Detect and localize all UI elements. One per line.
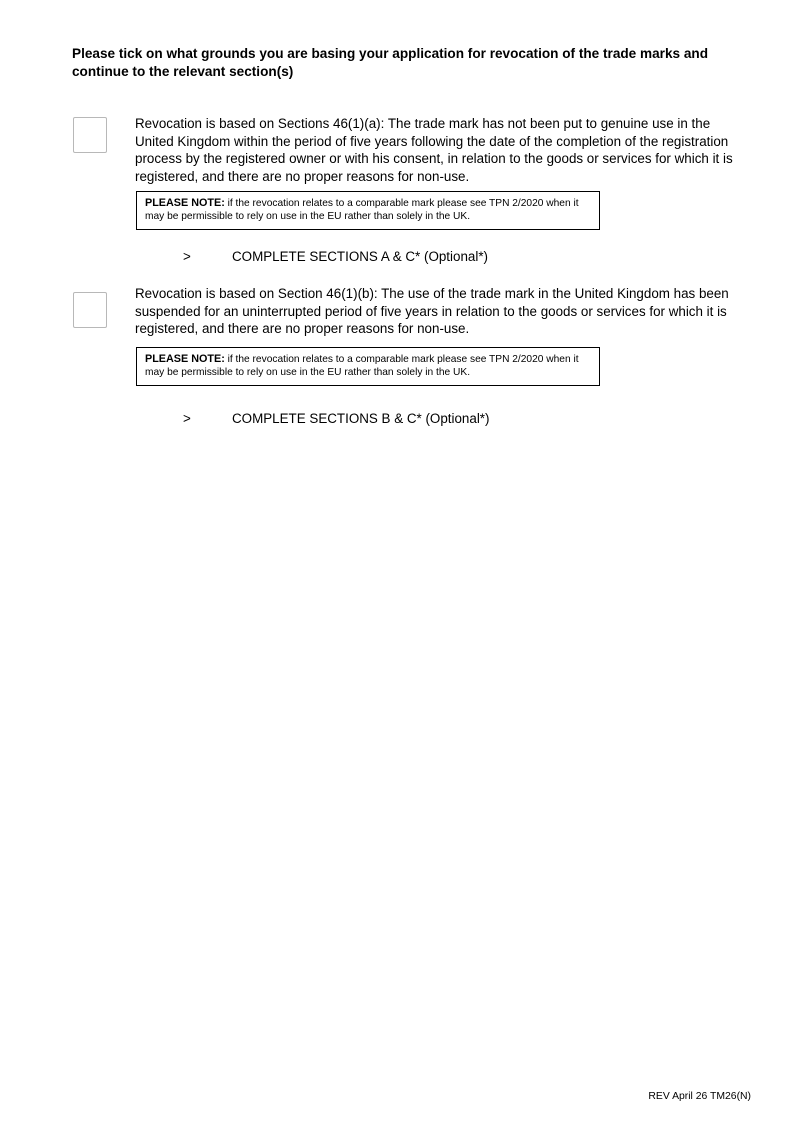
arrow-marker: >	[183, 249, 191, 264]
please-note-box-1	[136, 191, 600, 230]
option-text-46-1-b: Revocation is based on Section 46(1)(b): The use of the trade mark in the United Kingdom has been suspended for an uninterrupted period of five years in relation to the goods or services for which it is registered, and there are no proper reasons for non-use.	[135, 286, 729, 336]
note-text: if the revocation relates to a comparable mark please see TPN 2/2020 when it may be permissible to rely on use in the EU rather than solely in the UK.	[145, 198, 579, 222]
footer-revision: REV April 26 TM26(N)	[648, 1091, 751, 1102]
arrow-marker: >	[183, 411, 191, 426]
complete-sections-a-c	[183, 248, 488, 265]
page-heading: Please tick on what grounds you are basing your application for revocation of the trade marks and continue to the relevant section(s)	[72, 46, 709, 79]
complete-sections-b-c	[183, 410, 489, 427]
checkbox-section-46-1-b[interactable]	[73, 292, 107, 328]
note-text: if the revocation relates to a comparable mark please see TPN 2/2020 when it may be permissible to rely on use in the EU rather than solely in the UK.	[145, 354, 579, 378]
instruction-text: COMPLETE SECTIONS A & C* (Optional*)	[232, 249, 488, 264]
instruction-text: COMPLETE SECTIONS B & C* (Optional*)	[232, 411, 490, 426]
checkbox-section-46-1-a[interactable]	[73, 117, 107, 153]
note-label: PLEASE NOTE:	[145, 353, 225, 365]
option-text-46-1-a: Revocation is based on Sections 46(1)(a): The trade mark has not been put to genuine use in the United Kingdom within the period of five years following the date of the completion of the registration process by the registered owner or with his consent, in relation to the goods or services for which it is registered, and there are no proper reasons for non-use.	[135, 116, 733, 184]
note-label: PLEASE NOTE:	[145, 197, 225, 209]
please-note-box-2	[136, 347, 600, 386]
